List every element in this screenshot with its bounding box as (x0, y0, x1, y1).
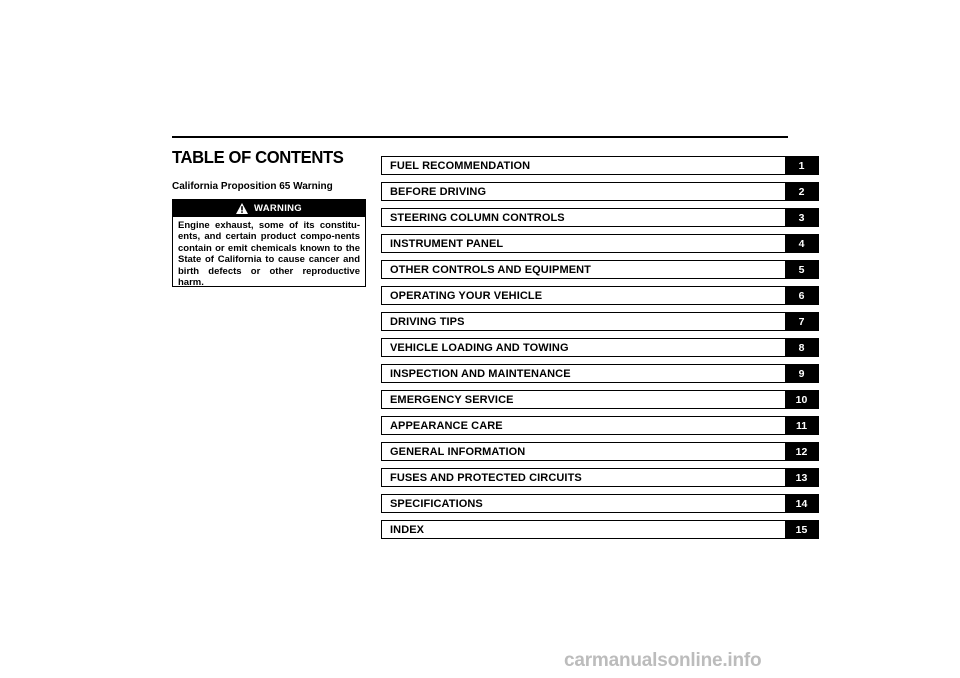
toc-item-driving-tips[interactable] (381, 312, 819, 331)
toc-label: APPEARANCE CARE (390, 419, 503, 432)
toc-number-tab: 13 (785, 469, 818, 486)
toc-number-tab: 6 (785, 287, 818, 304)
warning-box (172, 199, 366, 287)
toc-number-tab: 4 (785, 235, 818, 252)
toc-label: INSTRUMENT PANEL (390, 237, 504, 250)
toc-number-tab: 9 (785, 365, 818, 382)
toc-label: GENERAL INFORMATION (390, 445, 526, 458)
warning-text: Engine exhaust, some of its constitu-ents, and certain product compo-nents contain or emit chemicals known to the State of California to cause cancer and birth defects or other reproductive harm. (178, 220, 360, 289)
toc-item-operating-your-vehicle[interactable] (381, 286, 819, 305)
toc-label: INSPECTION AND MAINTENANCE (390, 367, 571, 380)
toc-label: OPERATING YOUR VEHICLE (390, 289, 543, 302)
toc-label: FUSES AND PROTECTED CIRCUITS (390, 471, 582, 484)
page-title: TABLE OF CONTENTS (172, 147, 344, 167)
toc-label: EMERGENCY SERVICE (390, 393, 514, 406)
toc-item-fuses-and-protected-circuits[interactable] (381, 468, 819, 487)
toc-number-tab: 14 (785, 495, 818, 512)
toc-label: DRIVING TIPS (390, 315, 465, 328)
toc-item-instrument-panel[interactable] (381, 234, 819, 253)
toc-number-tab: 10 (785, 391, 818, 408)
toc-item-fuel-recommendation[interactable] (381, 156, 819, 175)
warning-header (173, 200, 365, 217)
toc-label: BEFORE DRIVING (390, 185, 487, 198)
warning-triangle-icon (236, 203, 248, 214)
toc-item-general-information[interactable] (381, 442, 819, 461)
toc-label: STEERING COLUMN CONTROLS (390, 211, 565, 224)
watermark: carmanualsonline.info (564, 650, 762, 671)
toc-item-appearance-care[interactable] (381, 416, 819, 435)
toc-number-tab: 5 (785, 261, 818, 278)
toc-number-tab: 8 (785, 339, 818, 356)
toc-item-steering-column-controls[interactable] (381, 208, 819, 227)
toc-label: FUEL RECOMMENDATION (390, 159, 531, 172)
toc-label: INDEX (390, 523, 425, 536)
warning-heading: WARNING (253, 203, 302, 214)
toc-label: VEHICLE LOADING AND TOWING (390, 341, 569, 354)
toc-number-tab: 1 (785, 157, 818, 174)
toc-item-inspection-and-maintenance[interactable] (381, 364, 819, 383)
toc-label: OTHER CONTROLS AND EQUIPMENT (390, 263, 592, 276)
toc-item-specifications[interactable] (381, 494, 819, 513)
toc-number-tab: 12 (785, 443, 818, 460)
toc-item-index[interactable] (381, 520, 819, 539)
toc-number-tab: 15 (785, 521, 818, 538)
toc-item-other-controls-and-equipment[interactable] (381, 260, 819, 279)
toc-label: SPECIFICATIONS (390, 497, 483, 510)
toc-number-tab: 2 (785, 183, 818, 200)
toc-item-vehicle-loading-and-towing[interactable] (381, 338, 819, 357)
toc-item-before-driving[interactable] (381, 182, 819, 201)
toc-item-emergency-service[interactable] (381, 390, 819, 409)
toc-number-tab: 11 (785, 417, 818, 434)
toc-number-tab: 7 (785, 313, 818, 330)
toc-list (381, 156, 819, 546)
section-subtitle: California Proposition 65 Warning (172, 181, 333, 192)
top-rule (172, 136, 788, 138)
toc-number-tab: 3 (785, 209, 818, 226)
